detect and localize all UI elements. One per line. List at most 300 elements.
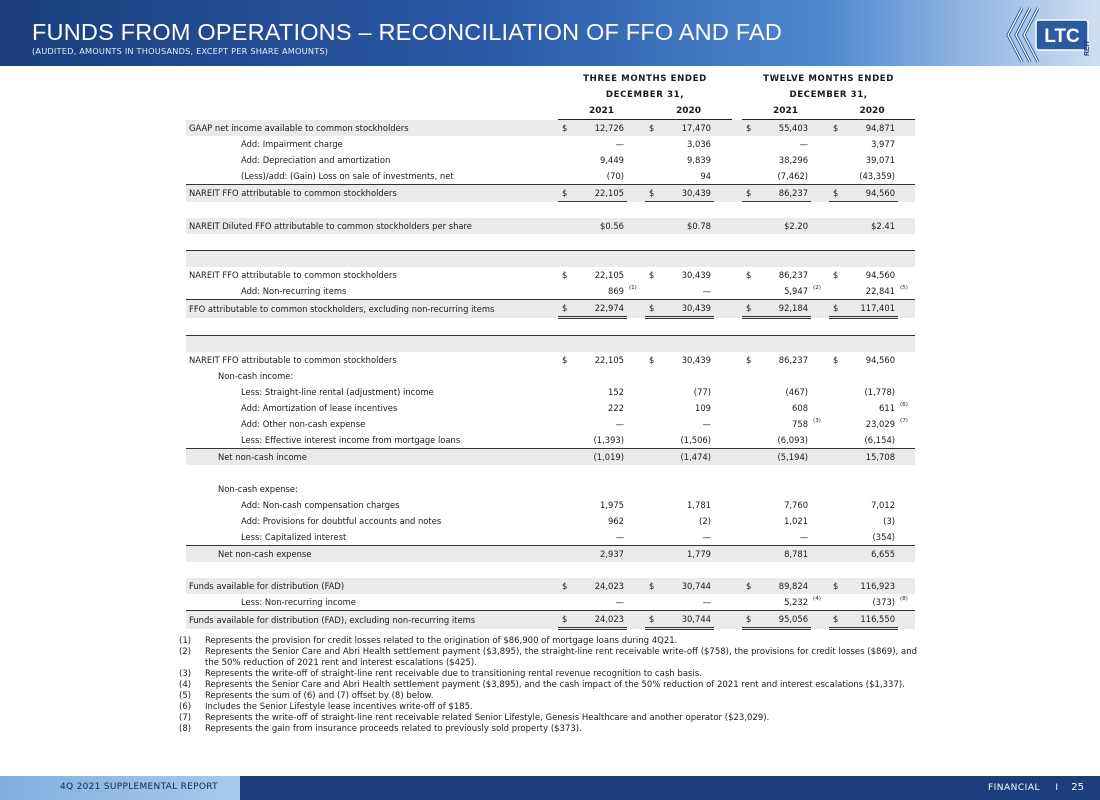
footnote-ref — [811, 578, 829, 594]
footnote-ref — [811, 481, 829, 497]
value-cell — [572, 481, 627, 497]
twelve-months-date: DECEMBER 31, — [789, 90, 868, 100]
dollar-sign — [742, 546, 756, 563]
table-row — [186, 513, 915, 529]
footnote-ref — [811, 449, 829, 466]
footnote-text: Represents the write-off of straight-line rent receivable related Senior Lifestyle, Genesis Healthcare and another operator ($23,029). — [205, 713, 770, 723]
value-cell: (3) — [883, 516, 896, 526]
dollar-sign — [645, 368, 659, 384]
dollar-sign — [742, 416, 756, 432]
footnote-ref — [898, 300, 915, 318]
footnote-ref — [627, 594, 645, 611]
dollar-sign — [558, 432, 572, 449]
table-row — [186, 168, 915, 185]
spacer-row — [186, 465, 915, 481]
column-gap — [732, 546, 742, 563]
value-cell: (70) — [606, 171, 624, 181]
dollar-sign: $ — [829, 185, 843, 202]
value-cell — [843, 368, 898, 384]
footnote-ref — [714, 400, 732, 416]
value-cell: 1,781 — [687, 500, 711, 510]
column-gap — [732, 481, 742, 497]
value-cell: (1,474) — [659, 449, 714, 466]
dollar-sign: $ — [829, 300, 843, 318]
dollar-sign — [558, 384, 572, 400]
footnote-ref — [627, 578, 645, 594]
footnote-text: Represents the provision for credit losses related to the origination of $86,900 of mortgage loans during 4Q21. — [205, 636, 678, 646]
table-row — [186, 267, 915, 283]
footer-section: FINANCIAL — [987, 783, 1040, 793]
table-row — [186, 611, 915, 629]
footnote-ref: (3) — [813, 418, 821, 424]
value-cell: 9,839 — [687, 155, 711, 165]
year-col-3: 2021 — [742, 103, 829, 120]
row-label: Add: Non-cash compensation charges — [241, 500, 400, 510]
footnote-ref — [811, 529, 829, 546]
footnote-ref — [714, 185, 732, 202]
footnote-ref: (2) — [813, 285, 821, 291]
dollar-sign: $ — [558, 578, 572, 594]
ltc-reit-logo-icon — [1000, 4, 1096, 66]
dollar-sign: $ — [746, 355, 752, 365]
dollar-sign — [829, 152, 843, 168]
three-months-date: DECEMBER 31, — [605, 90, 685, 100]
dollar-sign: $ — [645, 185, 659, 202]
footnote-text: Represents the write-off of straight-line rent receivable due to transitioning rental revenue recognition to cash basis. — [205, 669, 702, 679]
footnote-ref — [898, 384, 915, 400]
footnote-number: (4) — [179, 680, 192, 690]
value-cell: — — [702, 597, 711, 607]
value-cell: $0.56 — [572, 218, 627, 234]
page-header — [0, 0, 1100, 66]
value-cell: (354) — [872, 532, 896, 542]
footnote-ref — [811, 611, 829, 629]
value-cell: $2.41 — [843, 218, 898, 234]
spacer-row — [186, 336, 915, 353]
dollar-sign — [645, 432, 659, 449]
value-cell: 17,470 — [659, 120, 714, 137]
value-cell: (1,778) — [864, 387, 896, 397]
footnote-ref — [898, 449, 915, 466]
value-cell: 962 — [608, 516, 624, 526]
footnote-ref — [898, 529, 915, 546]
spacer-row — [186, 318, 915, 336]
footnote-ref — [898, 368, 915, 384]
table-row — [186, 352, 915, 368]
value-cell: (6,093) — [777, 435, 809, 445]
footnote-text: Represents the gain from insurance proceeds related to previously sold property ($373). — [205, 724, 582, 734]
value-cell: 1,975 — [600, 500, 624, 510]
footnote-ref — [811, 400, 829, 416]
row-label: Add: Amortization of lease incentives — [241, 403, 398, 413]
footnote-item — [179, 691, 917, 702]
footnote-ref — [714, 529, 732, 546]
footnote-ref — [811, 513, 829, 529]
value-cell: 94,560 — [865, 270, 896, 280]
year-row — [186, 103, 915, 120]
footnote-number: (5) — [179, 691, 192, 701]
footnote-ref — [627, 267, 645, 283]
value-cell: — — [799, 532, 809, 542]
table-row — [186, 300, 915, 318]
dollar-sign: $ — [645, 578, 659, 594]
dollar-sign: $ — [558, 300, 572, 318]
row-label: Non-cash expense: — [218, 484, 298, 494]
dollar-sign — [558, 218, 572, 234]
footnote-ref — [898, 497, 915, 513]
dollar-sign: $ — [645, 120, 659, 137]
table-row — [186, 481, 915, 497]
dollar-sign: $ — [558, 120, 572, 137]
value-cell: 94,560 — [865, 355, 896, 365]
footnote-ref — [714, 283, 732, 300]
column-gap — [732, 218, 742, 234]
dollar-sign: $ — [829, 578, 843, 594]
column-gap — [732, 120, 742, 137]
dollar-sign — [558, 152, 572, 168]
footnote-ref — [811, 300, 829, 318]
column-gap — [732, 185, 742, 202]
dollar-sign — [558, 168, 572, 185]
footnote-ref — [811, 152, 829, 168]
page-number: 25 — [1071, 782, 1084, 793]
footnote-ref — [898, 513, 915, 529]
footer-report-title: 4Q 2021 SUPPLEMENTAL REPORT — [60, 782, 218, 792]
value-cell: 1,779 — [659, 546, 714, 563]
table-row — [186, 529, 915, 546]
column-gap — [732, 611, 742, 629]
value-cell: (2) — [699, 516, 711, 526]
footnote-ref — [811, 497, 829, 513]
dollar-sign — [558, 497, 572, 513]
value-cell: (77) — [693, 387, 711, 397]
footnote-ref — [898, 136, 915, 152]
footnote-ref — [627, 136, 645, 152]
value-cell: 5,947 — [784, 286, 809, 296]
dollar-sign: $ — [829, 120, 843, 137]
dollar-sign — [829, 400, 843, 416]
row-label: Add: Impairment charge — [241, 139, 343, 149]
dollar-sign — [645, 497, 659, 513]
footnote-ref — [627, 611, 645, 629]
row-label: Add: Depreciation and amortization — [241, 155, 391, 165]
dollar-sign — [829, 497, 843, 513]
dollar-sign — [742, 368, 756, 384]
footnote-ref — [627, 218, 645, 234]
footnote-ref — [627, 497, 645, 513]
column-gap — [732, 368, 742, 384]
footnote-ref — [714, 449, 732, 466]
value-cell — [756, 368, 811, 384]
footnote-ref — [898, 267, 915, 283]
value-cell: 116,550 — [843, 611, 898, 629]
value-cell: 7,012 — [871, 500, 896, 510]
value-cell: 30,439 — [659, 300, 714, 318]
footnote-ref — [627, 416, 645, 432]
year-col-1: 2021 — [558, 103, 645, 120]
value-cell: 758 — [792, 419, 809, 429]
row-label: Less: Effective interest income from mortgage loans — [241, 435, 461, 445]
value-cell: 30,439 — [681, 270, 711, 280]
value-cell — [659, 368, 714, 384]
footnote-ref — [714, 513, 732, 529]
footnote-ref — [627, 352, 645, 368]
value-cell: — — [702, 419, 711, 429]
dollar-sign — [558, 529, 572, 546]
page-subtitle: (AUDITED, AMOUNTS IN THOUSANDS, EXCEPT PER SHARE AMOUNTS) — [32, 46, 329, 56]
column-gap — [732, 168, 742, 185]
footnote-ref — [714, 611, 732, 629]
value-cell: 116,923 — [843, 578, 898, 594]
dollar-sign — [645, 152, 659, 168]
logo-text: LTC — [1044, 26, 1080, 47]
dollar-sign — [645, 594, 659, 611]
dollar-sign — [558, 513, 572, 529]
value-cell: 30,744 — [659, 611, 714, 629]
row-label: Funds available for distribution (FAD), excluding non-recurring items — [186, 611, 558, 629]
footnote-ref — [627, 120, 645, 137]
dollar-sign: $ — [742, 185, 756, 202]
footnote-ref — [627, 185, 645, 202]
footnote-ref — [627, 546, 645, 563]
value-cell: 24,023 — [572, 611, 627, 629]
value-cell: — — [702, 286, 711, 296]
value-cell: 86,237 — [778, 270, 809, 280]
dollar-sign — [742, 218, 756, 234]
table-row — [186, 416, 915, 432]
footnote-ref — [898, 578, 915, 594]
footnote-ref — [898, 546, 915, 563]
footnote-ref — [898, 185, 915, 202]
dollar-sign — [558, 416, 572, 432]
value-cell: 30,439 — [659, 185, 714, 202]
value-cell: 22,105 — [572, 185, 627, 202]
footnote-ref: (4) — [813, 596, 821, 602]
footnote-ref — [898, 611, 915, 629]
footnote-ref — [898, 120, 915, 137]
dollar-sign: $ — [833, 270, 839, 280]
dollar-sign: $ — [829, 611, 843, 629]
footnote-item — [179, 713, 917, 724]
footnote-ref — [627, 384, 645, 400]
value-cell — [756, 481, 811, 497]
dollar-sign: $ — [645, 611, 659, 629]
dollar-sign: $ — [645, 300, 659, 318]
footnote-text: Represents the sum of (6) and (7) offset by (8) below. — [205, 691, 434, 701]
column-gap — [732, 136, 742, 152]
page-footer — [0, 776, 1100, 800]
value-cell: 86,237 — [778, 355, 809, 365]
value-cell: (1,506) — [680, 435, 711, 445]
value-cell: 89,824 — [756, 578, 811, 594]
row-label: Non-cash income: — [218, 371, 294, 381]
footnote-ref — [811, 546, 829, 563]
table-row — [186, 283, 915, 300]
value-cell: (6,154) — [864, 435, 896, 445]
dollar-sign — [829, 529, 843, 546]
dollar-sign — [829, 481, 843, 497]
dollar-sign — [829, 218, 843, 234]
table-row — [186, 449, 915, 466]
value-cell: 30,744 — [659, 578, 714, 594]
dollar-sign — [558, 546, 572, 563]
footnote-ref — [714, 267, 732, 283]
footer-separator: I — [1055, 783, 1058, 793]
dollar-sign — [645, 168, 659, 185]
dollar-sign — [829, 384, 843, 400]
dollar-sign — [742, 529, 756, 546]
footnote-ref — [714, 481, 732, 497]
value-cell: 222 — [608, 403, 624, 413]
value-cell: 94,871 — [843, 120, 898, 137]
footnote-number: (3) — [179, 669, 192, 679]
dollar-sign — [742, 594, 756, 611]
dollar-sign — [742, 384, 756, 400]
logo-sub-text: REIT — [1084, 40, 1091, 56]
dollar-sign: $ — [558, 611, 572, 629]
row-label: NAREIT FFO attributable to common stockholders — [186, 185, 558, 202]
footnote-number: (6) — [179, 702, 192, 712]
value-cell: 23,029 — [865, 419, 896, 429]
row-label: Funds available for distribution (FAD) — [186, 578, 558, 594]
value-cell: 92,184 — [756, 300, 811, 318]
footnote-ref — [714, 168, 732, 185]
value-cell: 611 — [879, 403, 896, 413]
dollar-sign — [742, 168, 756, 185]
footnote-number: (8) — [179, 724, 192, 734]
value-cell: $2.20 — [756, 218, 811, 234]
value-cell: 6,655 — [843, 546, 898, 563]
value-cell: (1,393) — [593, 435, 624, 445]
column-gap — [732, 529, 742, 546]
dollar-sign — [829, 594, 843, 611]
dollar-sign — [742, 432, 756, 449]
row-label: GAAP net income available to common stockholders — [186, 120, 558, 137]
dollar-sign — [558, 283, 572, 300]
footnote-ref: (1) — [629, 285, 637, 291]
dollar-sign — [742, 481, 756, 497]
value-cell — [572, 368, 627, 384]
value-cell: 22,105 — [594, 270, 624, 280]
value-cell: 152 — [608, 387, 624, 397]
row-label: Less: Non-recurring income — [241, 597, 356, 607]
footnote-ref — [627, 449, 645, 466]
table-row — [186, 368, 915, 384]
value-cell: 109 — [695, 403, 711, 413]
year-col-4: 2020 — [829, 103, 915, 120]
dollar-sign — [645, 529, 659, 546]
dollar-sign — [558, 368, 572, 384]
value-cell: 22,841 — [865, 286, 896, 296]
ffo-fad-reconciliation-table — [186, 71, 915, 630]
footnote-text: Represents the Senior Care and Abri Health settlement payment ($3,895), and the cash impact of the 50% reduction of 2021 rent and interest escalations ($1,337). — [205, 680, 905, 690]
dollar-sign — [645, 513, 659, 529]
row-label: Add: Provisions for doubtful accounts and notes — [241, 516, 442, 526]
value-cell: 117,401 — [843, 300, 898, 318]
dollar-sign: $ — [649, 355, 655, 365]
value-cell: — — [615, 532, 624, 542]
value-cell: — — [615, 139, 624, 149]
value-cell — [843, 481, 898, 497]
table-row — [186, 218, 915, 234]
footnote-item — [179, 647, 917, 669]
value-cell: — — [615, 597, 624, 607]
footnote-item — [179, 680, 917, 691]
value-cell: (43,359) — [859, 171, 896, 181]
footnote-ref: (5) — [900, 285, 908, 291]
dollar-sign — [558, 594, 572, 611]
value-cell: 94,560 — [843, 185, 898, 202]
table-row — [186, 594, 915, 611]
footnote-ref — [898, 352, 915, 368]
dollar-sign — [645, 546, 659, 563]
table-row — [186, 120, 915, 137]
footnote-item — [179, 702, 917, 713]
footnote-ref — [714, 384, 732, 400]
footnote-ref — [627, 400, 645, 416]
footnote-ref — [811, 432, 829, 449]
dollar-sign — [645, 416, 659, 432]
page-title: FUNDS FROM OPERATIONS – RECONCILIATION OF FFO AND FAD — [32, 19, 783, 45]
dollar-sign: $ — [649, 270, 655, 280]
footnote-item — [179, 724, 917, 735]
dollar-sign — [742, 152, 756, 168]
footnote-ref — [714, 594, 732, 611]
footnote-ref — [714, 218, 732, 234]
footnote-ref — [714, 497, 732, 513]
footnote-ref — [811, 185, 829, 202]
footnote-ref — [714, 152, 732, 168]
footnote-ref — [714, 352, 732, 368]
table-row — [186, 497, 915, 513]
value-cell: 12,726 — [572, 120, 627, 137]
value-cell: (467) — [785, 387, 809, 397]
table-row — [186, 432, 915, 449]
spacer-row — [186, 251, 915, 268]
dollar-sign — [645, 400, 659, 416]
dollar-sign: $ — [562, 270, 568, 280]
value-cell: (1,019) — [572, 449, 627, 466]
dollar-sign — [742, 136, 756, 152]
footnote-ref — [811, 384, 829, 400]
dollar-sign — [829, 136, 843, 152]
dollar-sign — [645, 283, 659, 300]
table-row — [186, 136, 915, 152]
dollar-sign — [829, 513, 843, 529]
dollar-sign — [829, 168, 843, 185]
footnote-ref — [898, 168, 915, 185]
footnote-ref: (8) — [900, 596, 908, 602]
value-cell: 86,237 — [756, 185, 811, 202]
footnote-ref — [898, 432, 915, 449]
footnote-ref — [714, 578, 732, 594]
row-label: Net non-cash expense — [186, 546, 558, 563]
column-gap — [732, 384, 742, 400]
footnote-ref: (6) — [900, 402, 908, 408]
dollar-sign — [829, 283, 843, 300]
footnotes — [179, 636, 917, 735]
footnote-ref: (7) — [900, 418, 908, 424]
dollar-sign — [558, 400, 572, 416]
footnote-ref — [811, 120, 829, 137]
footnote-ref — [714, 120, 732, 137]
dollar-sign: $ — [742, 611, 756, 629]
dollar-sign — [558, 481, 572, 497]
value-cell: 30,439 — [681, 355, 711, 365]
value-cell: (5,194) — [756, 449, 811, 466]
value-cell — [659, 481, 714, 497]
value-cell: 3,977 — [871, 139, 896, 149]
